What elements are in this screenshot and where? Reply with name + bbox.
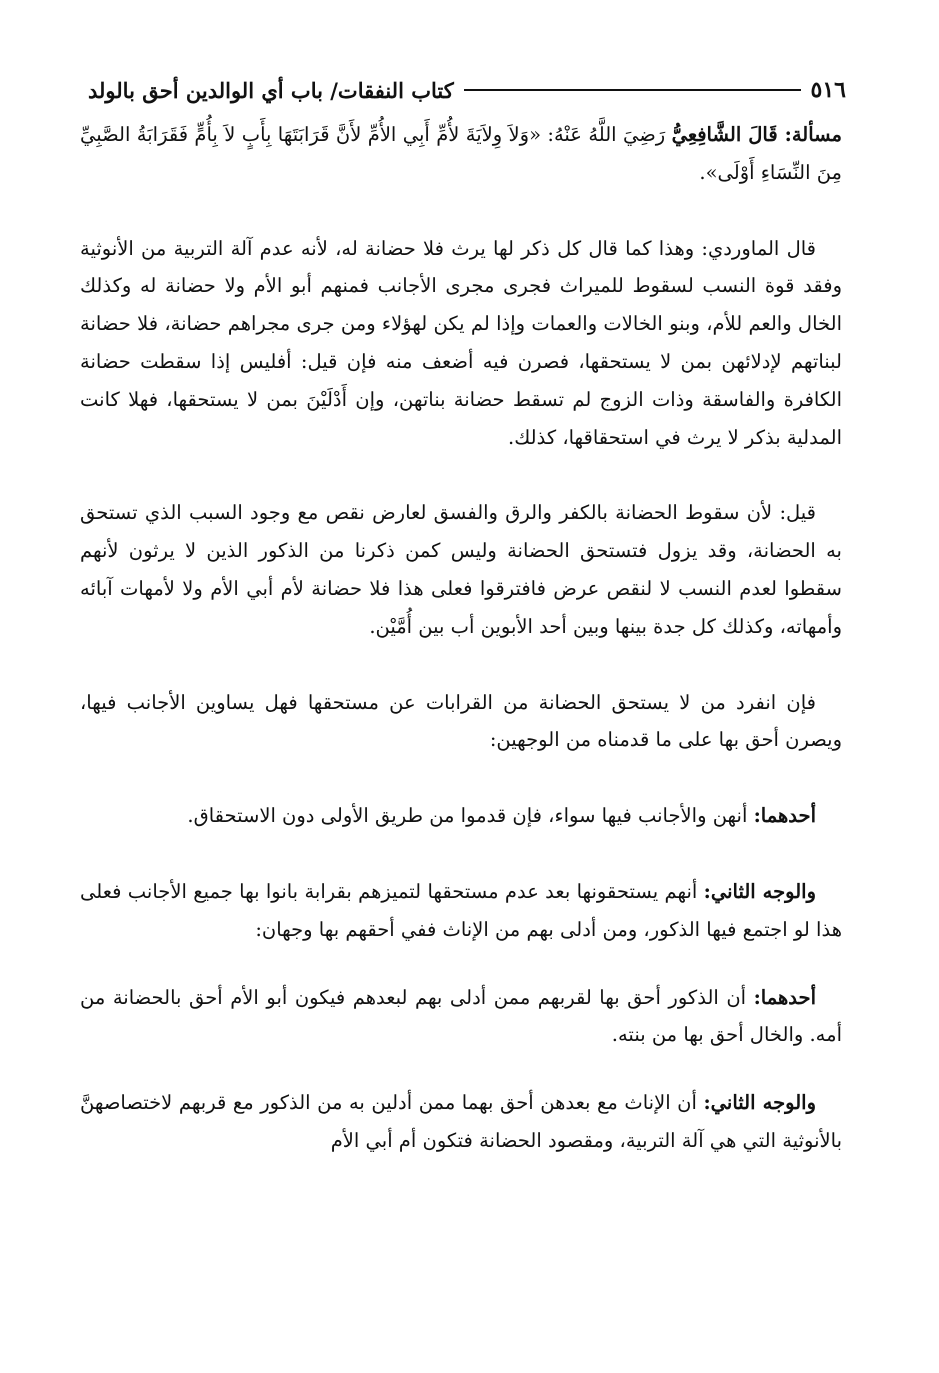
paragraph-lead: أحدهما: bbox=[753, 804, 816, 828]
page-number: ٥١٦ bbox=[810, 77, 846, 103]
header-rule bbox=[464, 89, 801, 91]
paragraph-first-view bbox=[80, 797, 842, 835]
body-text bbox=[80, 116, 842, 1160]
running-title: كتاب النفقات/ باب أي الوالدين أحق بالولد bbox=[88, 77, 454, 103]
paragraph-text: قال الماوردي: وهذا كما قال كل ذكر لها يرث فلا حضانة له، لأنه عدم آلة التربية من الأنوثية وفقد قوة النسب لسقوط للميراث فجرى مجرى الأجانب فمنهم أبو الأم ولا حضانة له وكذلك الخال والعم للأم، وبنو الخالات والعمات وإذا لم يكن لهؤلاء ومن جرى مجراهم حضانة، فلا حضانة لبناتهم لإدلائهن بمن لا يستحقها، فصرن فيه أضعف منه فإن قيل: أفليس إذا سقطت حضانة الكافرة والفاسقة وذات الزوج لم تسقط حضانة بناتهن، وإن أَدْلَيْنَ بمن لا يستحقها، فهلا كانت المدلية بذكر لا يرث في استحقاقها، كذلك. bbox=[80, 236, 842, 449]
paragraph-lead: والوجه الثاني: bbox=[703, 1091, 816, 1115]
paragraph-mawardi bbox=[80, 230, 842, 457]
paragraph-text: أنهم يستحقونها بعد عدم مستحقها لتميزهم بقرابة بانوا بها جميع الأجانب فعلى هذا لو اجتمع فيها الذكور، ومن أدلى بهم من الإناث ففي أحقهم بها وجهان: bbox=[80, 879, 842, 941]
paragraph-text: أنهن والأجانب فيها سواء، فإن قدموا من طريق الأولى دون الاستحقاق. bbox=[187, 804, 754, 828]
paragraph-lead: أحدهما: bbox=[753, 985, 816, 1009]
paragraph-text: أن الذكور أحق بها لقربهم ممن أدلى بهم لبعدهم فيكون أبو الأم أحق بالحضانة من أمه. والخال أحق بها من بنته. bbox=[80, 985, 842, 1047]
page-header bbox=[88, 74, 846, 106]
paragraph-second-view bbox=[80, 873, 842, 949]
paragraph-infarad bbox=[80, 684, 842, 760]
paragraph-text: رَضِيَ اللَّهُ عَنْهُ: «وَلاَ وِلاَيَةَ لأُمِّ أَبِي الأُمِّ لأَنَّ قَرَابَتَهَا بِأَبٍ لاَ بِأُمٍّ فَقَرَابَةُ الصَّبِيِّ مِنَ النِّسَاءِ أَوْلَى». bbox=[80, 123, 842, 184]
paragraph-lead: مسألة: قَالَ الشَّافِعِيُّ bbox=[671, 123, 842, 146]
paragraph-text: فإن انفرد من لا يستحق الحضانة من القرابات عن مستحقها فهل يساوين الأجانب فيها، ويصرن أحق بها على ما قدمناه من الوجهين: bbox=[80, 690, 842, 752]
paragraph-masala bbox=[80, 116, 842, 192]
paragraph-qila bbox=[80, 494, 842, 645]
paragraph-lead: والوجه الثاني: bbox=[703, 879, 816, 903]
paragraph-first-sub-view bbox=[80, 979, 842, 1055]
paragraph-text: قيل: لأن سقوط الحضانة بالكفر والرق والفسق لعارض نقص مع وجود السبب الذي تستحق به الحضانة، وقد يزول فتستحق الحضانة وليس كمن ذكرنا من الذكور الذين لا يرثون لأنهم سقطوا لعدم النسب لا لنقص عرض فافترقوا فعلى هذا فلا حضانة لأم أبي الأم ولا لأمهات آبائه وأمهاته، وكذلك كل جدة بينها وبين أحد الأبوين أب بين أُمَّيْن. bbox=[80, 501, 842, 638]
paragraph-text: أن الإناث مع بعدهن أحق بهما ممن أدلين به من الذكور مع قربهم لاختصاصهنَّ بالأنوثية التي هي آلة التربية، ومقصود الحضانة فتكون أم أبي الأم bbox=[80, 1091, 842, 1152]
paragraph-second-sub-view bbox=[80, 1084, 842, 1160]
